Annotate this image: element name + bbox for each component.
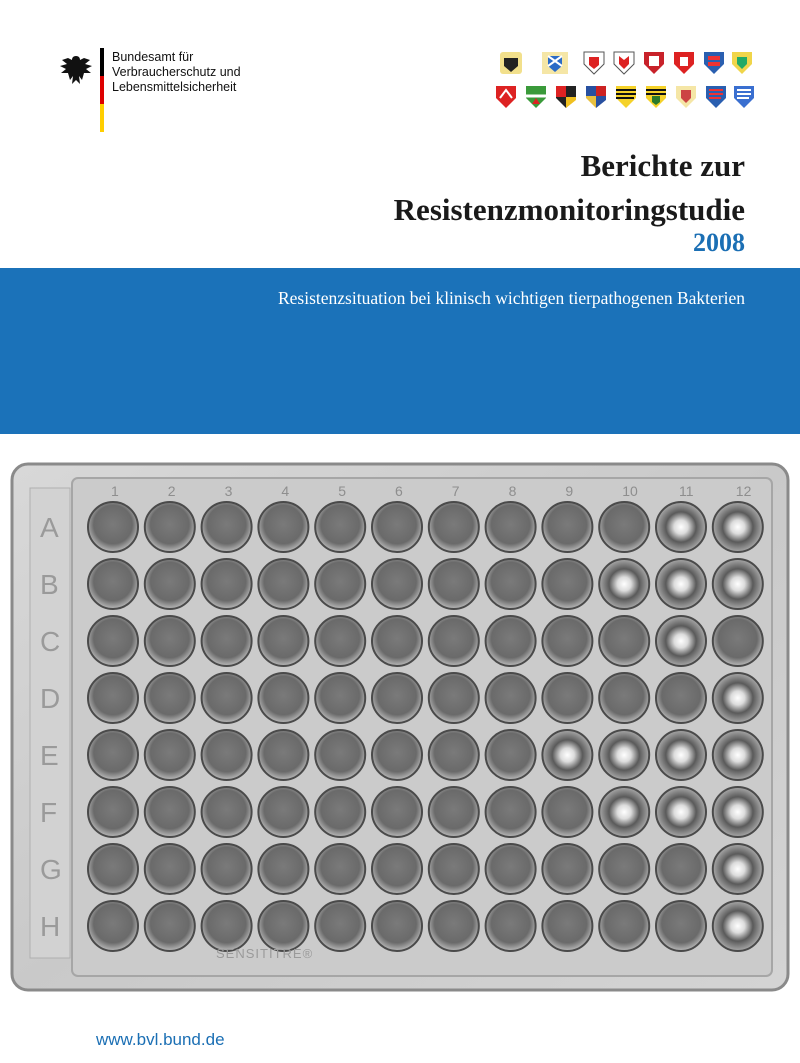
plate-brand: SENSITITRE® bbox=[216, 946, 314, 961]
well bbox=[486, 730, 536, 780]
well bbox=[202, 730, 252, 780]
well bbox=[486, 673, 536, 723]
well bbox=[656, 673, 706, 723]
well bbox=[202, 787, 252, 837]
crest-icon bbox=[614, 84, 638, 110]
well bbox=[713, 502, 763, 552]
crest-icon bbox=[730, 50, 754, 76]
well bbox=[656, 616, 706, 666]
report-subtitle: Resistenzsituation bei klinisch wichtigen tierpathogenen Bakterien bbox=[277, 288, 745, 308]
column-label: 7 bbox=[451, 483, 460, 499]
report-title bbox=[394, 144, 745, 232]
crest-icon bbox=[704, 84, 728, 110]
well bbox=[88, 787, 138, 837]
column-label: 8 bbox=[508, 483, 517, 499]
well bbox=[258, 844, 308, 894]
well bbox=[88, 901, 138, 951]
well bbox=[486, 787, 536, 837]
crest-icon bbox=[702, 50, 726, 76]
microtiter-plate-photo bbox=[0, 458, 800, 998]
row-label: C bbox=[40, 626, 61, 657]
well bbox=[258, 616, 308, 666]
subtitle-band bbox=[0, 268, 800, 434]
crest-icon bbox=[582, 50, 606, 76]
well bbox=[258, 787, 308, 837]
well bbox=[202, 559, 252, 609]
well bbox=[599, 844, 649, 894]
well bbox=[145, 730, 195, 780]
well bbox=[372, 559, 422, 609]
well bbox=[88, 730, 138, 780]
column-label: 3 bbox=[224, 483, 233, 499]
crest-icon bbox=[494, 50, 528, 76]
well bbox=[258, 559, 308, 609]
column-label: 1 bbox=[111, 483, 119, 499]
well bbox=[599, 901, 649, 951]
crest-icon bbox=[612, 50, 636, 76]
well bbox=[372, 673, 422, 723]
well bbox=[486, 616, 536, 666]
column-label: 5 bbox=[338, 483, 346, 499]
well bbox=[429, 616, 479, 666]
title-line-1: Berichte zur bbox=[580, 148, 745, 183]
crest-icon bbox=[672, 50, 696, 76]
crest-icon bbox=[732, 84, 756, 110]
well bbox=[372, 844, 422, 894]
well bbox=[315, 559, 365, 609]
well bbox=[599, 673, 649, 723]
row-label: B bbox=[40, 569, 59, 600]
report-year: 2008 bbox=[693, 228, 745, 257]
well bbox=[315, 901, 365, 951]
crest-icon bbox=[524, 84, 548, 110]
well bbox=[258, 673, 308, 723]
row-label: G bbox=[40, 854, 62, 885]
crest-icon bbox=[554, 84, 578, 110]
column-label: 2 bbox=[167, 483, 176, 499]
well bbox=[372, 730, 422, 780]
well bbox=[599, 616, 649, 666]
well bbox=[145, 673, 195, 723]
crest-icon bbox=[644, 84, 668, 110]
german-flag-bar bbox=[100, 48, 104, 132]
well bbox=[258, 901, 308, 951]
well bbox=[713, 559, 763, 609]
well bbox=[486, 844, 536, 894]
well bbox=[372, 787, 422, 837]
well bbox=[258, 730, 308, 780]
well bbox=[88, 616, 138, 666]
well bbox=[656, 559, 706, 609]
well bbox=[542, 844, 592, 894]
row-label: A bbox=[40, 512, 59, 543]
crest-icon bbox=[674, 84, 698, 110]
well bbox=[656, 901, 706, 951]
well bbox=[713, 844, 763, 894]
well bbox=[486, 901, 536, 951]
well bbox=[429, 502, 479, 552]
row-label: F bbox=[40, 797, 58, 828]
column-label: 6 bbox=[395, 483, 403, 499]
column-label: 4 bbox=[281, 483, 290, 499]
well bbox=[542, 616, 592, 666]
well bbox=[713, 901, 763, 951]
well bbox=[88, 844, 138, 894]
row-label: E bbox=[40, 740, 59, 771]
well bbox=[88, 559, 138, 609]
well bbox=[542, 901, 592, 951]
well bbox=[656, 502, 706, 552]
agency-line-3: Lebensmittelsicherheit bbox=[112, 80, 237, 94]
well bbox=[202, 844, 252, 894]
well bbox=[599, 730, 649, 780]
well bbox=[372, 616, 422, 666]
well bbox=[656, 730, 706, 780]
crest-icon bbox=[538, 50, 572, 76]
well bbox=[542, 673, 592, 723]
federal-eagle-icon bbox=[58, 52, 94, 90]
well bbox=[315, 844, 365, 894]
well bbox=[656, 787, 706, 837]
well bbox=[258, 502, 308, 552]
well bbox=[542, 502, 592, 552]
well bbox=[202, 673, 252, 723]
column-label: 10 bbox=[622, 483, 638, 499]
column-label: 11 bbox=[679, 483, 694, 499]
crest-icon bbox=[584, 84, 608, 110]
well bbox=[315, 502, 365, 552]
well bbox=[145, 844, 195, 894]
row-label: D bbox=[40, 683, 61, 714]
well bbox=[542, 730, 592, 780]
well bbox=[88, 502, 138, 552]
well bbox=[713, 616, 763, 666]
well bbox=[145, 559, 195, 609]
well bbox=[202, 502, 252, 552]
agency-line-1: Bundesamt für bbox=[112, 50, 194, 64]
well bbox=[145, 502, 195, 552]
well bbox=[145, 901, 195, 951]
crest-icon bbox=[494, 84, 518, 110]
well bbox=[429, 673, 479, 723]
cover-header bbox=[0, 0, 800, 268]
well bbox=[145, 616, 195, 666]
column-label: 12 bbox=[735, 483, 752, 499]
title-line-2: Resistenzmonitoringstudie bbox=[393, 192, 745, 227]
well bbox=[713, 787, 763, 837]
well bbox=[599, 502, 649, 552]
well bbox=[429, 730, 479, 780]
well bbox=[542, 787, 592, 837]
well bbox=[429, 901, 479, 951]
well bbox=[315, 673, 365, 723]
well bbox=[315, 616, 365, 666]
well bbox=[429, 787, 479, 837]
well bbox=[429, 559, 479, 609]
well bbox=[372, 502, 422, 552]
well bbox=[315, 787, 365, 837]
website-link[interactable]: www.bvl.bund.de bbox=[96, 1030, 225, 1049]
well bbox=[372, 901, 422, 951]
well bbox=[315, 730, 365, 780]
plate-label-strip bbox=[30, 488, 70, 958]
column-label: 9 bbox=[565, 483, 574, 499]
well bbox=[429, 844, 479, 894]
well bbox=[202, 901, 252, 951]
well bbox=[599, 559, 649, 609]
well bbox=[656, 844, 706, 894]
row-label: H bbox=[40, 911, 61, 942]
well bbox=[88, 673, 138, 723]
crest-icon bbox=[642, 50, 666, 76]
well bbox=[713, 730, 763, 780]
well bbox=[599, 787, 649, 837]
well bbox=[202, 616, 252, 666]
agency-line-2: Verbraucherschutz und bbox=[112, 65, 241, 79]
well bbox=[145, 787, 195, 837]
well bbox=[713, 673, 763, 723]
well bbox=[542, 559, 592, 609]
agency-name bbox=[112, 50, 241, 95]
well bbox=[486, 502, 536, 552]
well bbox=[486, 559, 536, 609]
